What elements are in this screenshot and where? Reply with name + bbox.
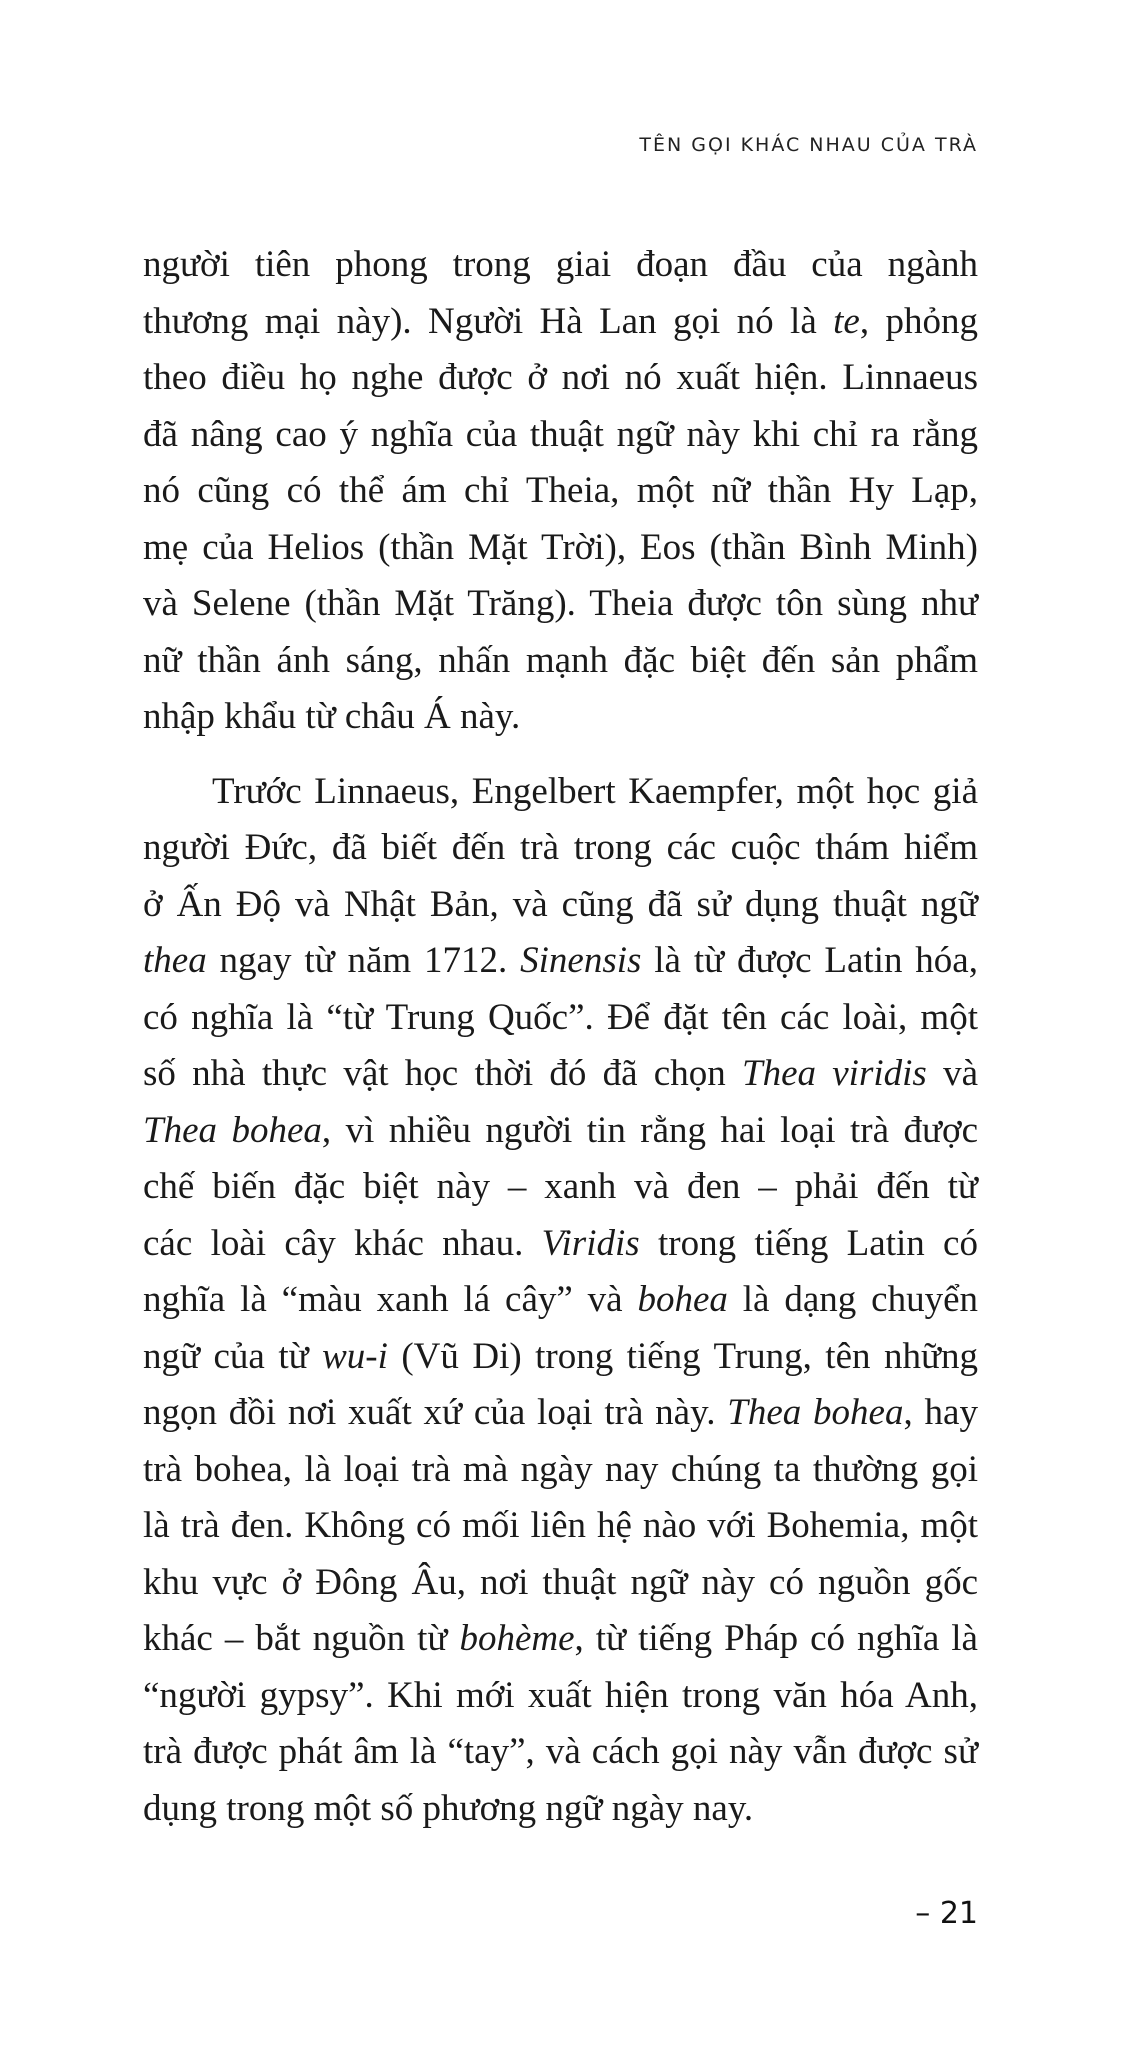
text-run: là từ được Latin hóa,	[641, 940, 978, 981]
italic-text: Thea bohea	[727, 1392, 904, 1433]
text-run: , hay	[903, 1392, 978, 1433]
body-text	[143, 237, 978, 1837]
italic-text: thea	[143, 940, 207, 981]
text-line	[143, 1498, 978, 1555]
text-run: và Selene (thần Mặt Trăng). Theia được tôn sùng như	[143, 583, 978, 624]
text-run: nghĩa là “màu xanh lá cây” và	[143, 1279, 638, 1320]
text-run: nữ thần ánh sáng, nhấn mạnh đặc biệt đến sản phẩm	[143, 639, 978, 681]
italic-text: bohème	[459, 1618, 575, 1659]
paragraph	[143, 237, 978, 746]
text-line	[143, 237, 978, 294]
text-line	[143, 633, 978, 690]
text-run: người tiên phong trong giai đoạn đầu của ngành	[143, 244, 978, 285]
text-line	[143, 350, 978, 407]
italic-text: Sinensis	[520, 940, 642, 981]
text-line	[143, 1668, 978, 1725]
text-line	[143, 576, 978, 633]
text-line	[143, 520, 978, 577]
text-run: , phỏng	[859, 300, 978, 342]
text-line	[143, 1329, 978, 1386]
text-run: là trà đen. Không có mối liên hệ nào với Bohemia, một	[143, 1505, 978, 1546]
text-line	[143, 1272, 978, 1329]
text-run: “người gypsy”. Khi mới xuất hiện trong văn hóa Anh,	[143, 1674, 978, 1716]
text-line	[143, 1611, 978, 1668]
text-run: nhập khẩu từ châu Á này.	[143, 696, 521, 737]
italic-text: wu-i	[322, 1335, 388, 1377]
text-line	[143, 407, 978, 464]
text-line	[143, 1159, 978, 1216]
text-run: nó cũng có thể ám chỉ Theia, một nữ thần Hy Lạp,	[143, 470, 978, 511]
italic-text: bohea	[637, 1279, 728, 1320]
italic-text: Thea bohea	[143, 1109, 322, 1151]
text-line	[143, 877, 978, 934]
text-line	[143, 820, 978, 877]
running-header: TÊN GỌI KHÁC NHAU CỦA TRÀ	[639, 134, 978, 156]
text-run: (Vũ Di) trong tiếng Trung, tên những	[387, 1335, 979, 1377]
paragraph	[143, 764, 978, 1838]
text-run: các loài cây khác nhau.	[143, 1222, 542, 1264]
text-run: trà được phát âm là “tay”, và cách gọi này vẫn được sử	[143, 1731, 978, 1772]
text-line	[143, 463, 978, 520]
text-run: , vì nhiều người tin rằng hai loại trà được	[321, 1109, 978, 1151]
text-line	[143, 1781, 978, 1838]
text-run: là dạng chuyển	[727, 1279, 978, 1320]
text-run: theo điều họ nghe được ở nơi nó xuất hiện. Linnaeus	[143, 357, 978, 398]
text-line	[143, 990, 978, 1047]
text-run: mẹ của Helios (thần Mặt Trời), Eos (thần Bình Minh)	[143, 526, 978, 568]
text-run: ngữ của từ	[143, 1335, 323, 1377]
text-run: người Đức, đã biết đến trà trong các cuộc thám hiểm	[143, 827, 978, 868]
text-run: ngay từ năm 1712.	[206, 940, 521, 981]
text-run: đã nâng cao ý nghĩa của thuật ngữ này khi chỉ ra rằng	[143, 413, 978, 455]
text-run: thương mại này). Người Hà Lan gọi nó là	[143, 300, 834, 342]
text-run: khu vực ở Đông Âu, nơi thuật ngữ này có nguồn gốc	[143, 1561, 978, 1603]
text-run: khác – bắt nguồn từ	[143, 1618, 460, 1659]
text-line	[143, 1442, 978, 1499]
text-line	[143, 1103, 978, 1160]
text-run: trà bohea, là loại trà mà ngày nay chúng ta thường gọi	[143, 1448, 978, 1490]
text-line	[143, 1724, 978, 1781]
text-line	[143, 933, 978, 990]
page-number: – 21	[915, 1896, 978, 1931]
italic-text: Viridis	[541, 1222, 640, 1264]
italic-text: Thea viridis	[742, 1053, 927, 1094]
text-line	[143, 1555, 978, 1612]
text-run: ở Ấn Độ và Nhật Bản, và cũng đã sử dụng thuật ngữ	[143, 883, 978, 925]
text-line	[143, 1216, 978, 1273]
text-line	[143, 1385, 978, 1442]
text-run: và	[926, 1053, 979, 1094]
text-line	[143, 1046, 978, 1103]
text-run: ngọn đồi nơi xuất xứ của loại trà này.	[143, 1392, 728, 1433]
text-run: dụng trong một số phương ngữ ngày nay.	[143, 1787, 754, 1829]
text-run: có nghĩa là “từ Trung Quốc”. Để đặt tên các loài, một	[143, 996, 978, 1038]
text-line	[143, 689, 978, 746]
text-run: Trước Linnaeus, Engelbert Kaempfer, một học giả	[212, 770, 978, 812]
text-run: trong tiếng Latin có	[639, 1222, 978, 1264]
text-line	[143, 294, 978, 351]
italic-text: te	[833, 300, 860, 342]
text-line	[143, 764, 978, 821]
text-run: , từ tiếng Pháp có nghĩa là	[574, 1618, 978, 1659]
text-run: chế biến đặc biệt này – xanh và đen – phải đến từ	[143, 1166, 978, 1207]
text-run: số nhà thực vật học thời đó đã chọn	[143, 1053, 742, 1094]
